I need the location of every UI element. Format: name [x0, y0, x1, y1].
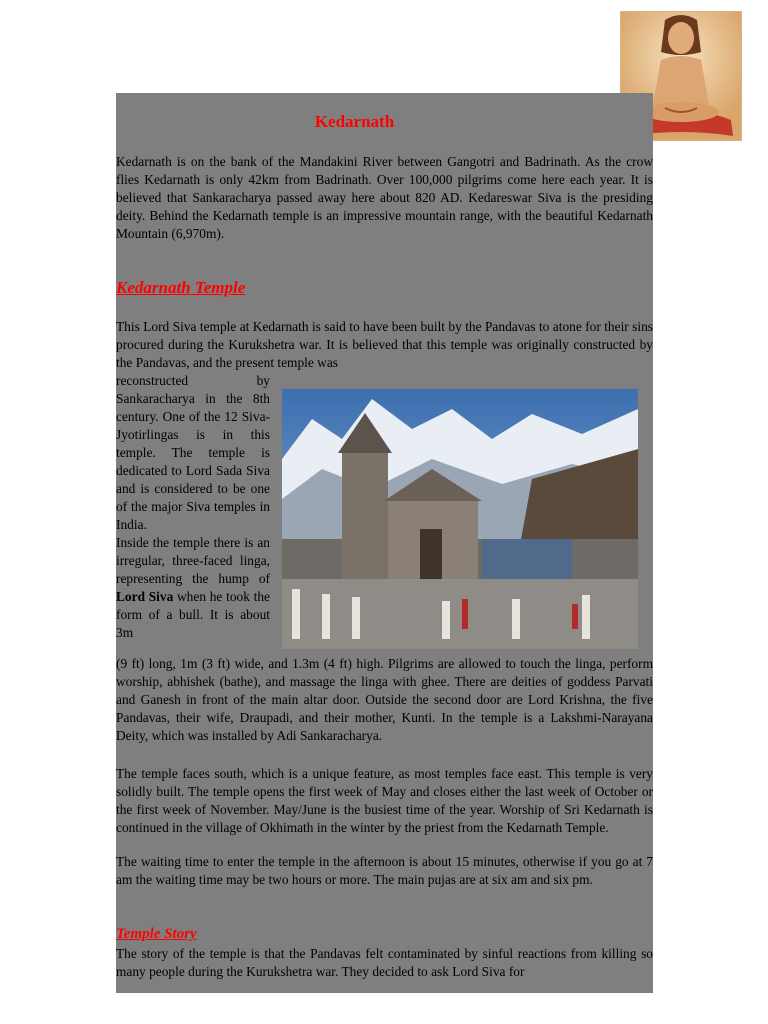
temple-paragraph-5: The waiting time to enter the temple in the afternoon is about 15 minutes, otherwise if you go at 7 am the waiting time may be two hours or more. The main pujas are at six am and six pm. — [116, 854, 653, 887]
temple-story-paragraph: The story of the temple is that the Pandavas felt contaminated by sinful reactions from killing so many people during the Kurukshetra war. They decided to ask Lord Siva for — [116, 946, 653, 979]
temple-reconstruction-text: reconstructed by Sankaracharya in the 8th century. One of the 12 Siva-Jyotirlingas is in this temple. The temple is dedicated to Lord Sada Siva and is considered to be one of the major Siva temples in India. — [116, 373, 270, 532]
document-page — [116, 93, 653, 993]
temple-paragraph-narrow — [116, 372, 270, 642]
linga-description-text-2: when he took the form of a bull. It is about 3m — [116, 589, 270, 640]
page-title: Kedarnath — [314, 112, 395, 131]
lord-siva-bold: Lord Siva — [116, 589, 174, 604]
intro-paragraph: Kedarnath is on the bank of the Mandakini River between Gangotri and Badrinath. As the crow flies Kedarnath is only 42km from Badrinath. Over 100,000 pilgrims come here each year. It is believed that Sankaracharya passed away here about 820 AD. Kedareswar Siva is the presiding deity. Behind the Kedarnath temple is an impressive mountain range, with the beautiful Kedarnath Mountain (6,970m). — [116, 154, 653, 241]
section-heading-kedarnath-temple: Kedarnath Temple — [116, 278, 246, 297]
temple-paragraph-3: (9 ft) long, 1m (3 ft) wide, and 1.3m (4 ft) high. Pilgrims are allowed to touch the linga, perform worship, abhishek (bathe), and massage the linga with ghee. There are deities of goddess Parvati and Ganesh in front of the main altar door. Outside the second door are Lord Krishna, the five Pandavas, their wife, Draupadi, and their mother, Kunti. In the temple is a Lakshmi-Narayana Deity, which was installed by Adi Sankaracharya. — [116, 656, 653, 743]
kedarnath-temple-photo — [282, 389, 638, 649]
section-heading-temple-story: Temple Story — [116, 926, 197, 942]
linga-description-text: Inside the temple there is an irregular, three-faced linga, representing the hump of — [116, 535, 270, 586]
temple-paragraph-4: The temple faces south, which is a unique feature, as most temples face east. This temple is very solidly built. The temple opens the first week of May and closes either the last week of October or the first week of November. May/June is the busiest time of the year. Worship of Sri Kedarnath is continued in the village of Okhimath in the winter by the priest from the Kedarnath Temple. — [116, 766, 653, 835]
temple-paragraph-1: This Lord Siva temple at Kedarnath is said to have been built by the Pandavas to atone for their sins procured during the Kurukshetra war. It is believed that this temple was originally constructed by the Pandavas, and the present temple was — [116, 319, 653, 370]
